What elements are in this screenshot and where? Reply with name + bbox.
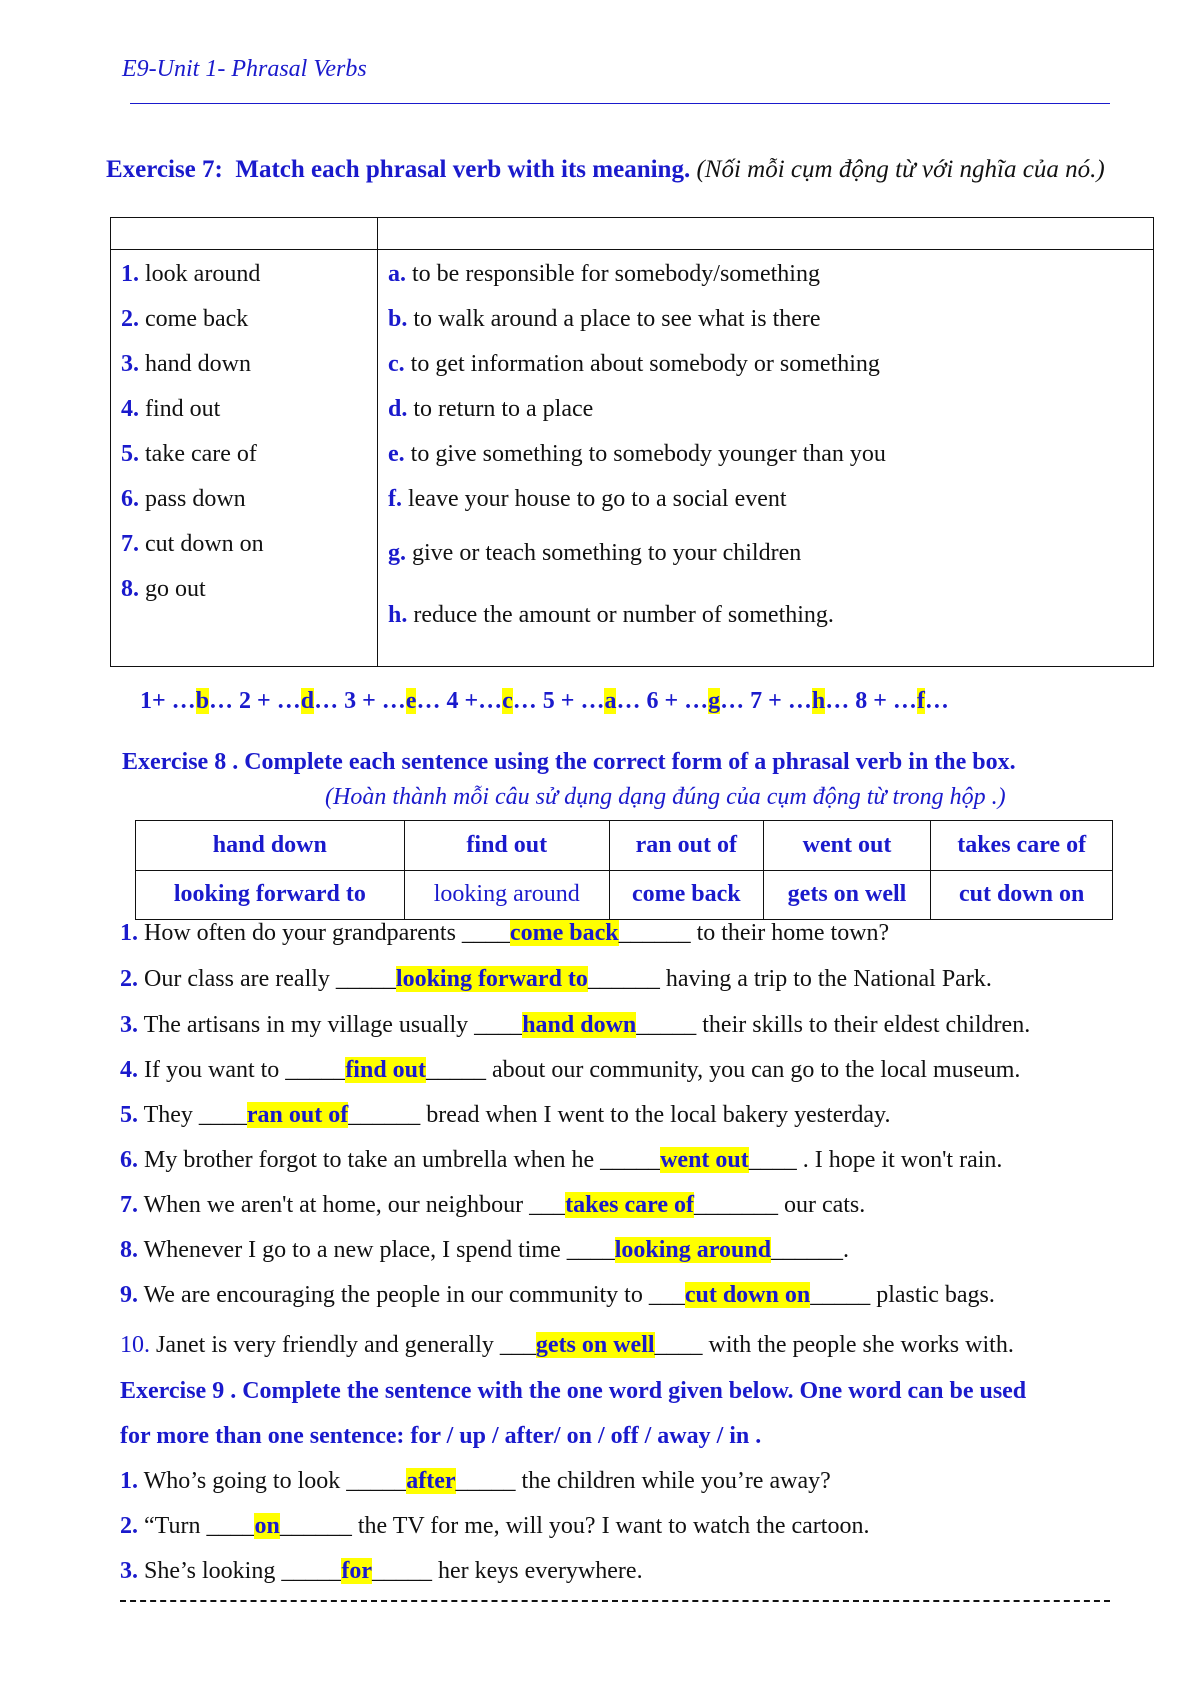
verb-item: 6. pass down — [121, 486, 246, 512]
answer-item: 4 +…c… — [446, 688, 537, 714]
answer-item: 1+ …b… — [140, 688, 234, 714]
word-box-cell: looking forward to — [136, 870, 405, 920]
word-box — [135, 820, 1113, 920]
exercise8-sentence: 5. They ____ran out of______ bread when I went to the local bakery yesterday. — [120, 1102, 891, 1128]
meanings-column — [378, 250, 1154, 667]
matching-table — [110, 217, 1154, 667]
verbs-column — [111, 250, 378, 667]
exercise7-title — [106, 152, 1118, 187]
verb-item: 7. cut down on — [121, 531, 264, 557]
meaning-item: e. to give something to somebody younger than you — [388, 441, 886, 467]
verb-item: 1. look around — [121, 261, 261, 287]
exercise8-sentence: 3. The artisans in my village usually ____hand down_____ their skills to their eldest children. — [120, 1012, 1031, 1038]
exercise8-subtitle: (Hoàn thành mỗi câu sử dụng dạng đúng của cụm động từ trong hộp .) — [325, 784, 1006, 810]
verb-item: 8. go out — [121, 576, 206, 602]
exercise7-instruction: Match each phrasal verb with its meaning. — [235, 156, 691, 183]
answer-item: 5 + …a… — [542, 688, 641, 714]
exercise9-sentence: 1. Who’s going to look _____after_____ the children while you’re away? — [120, 1468, 831, 1494]
verb-item: 5. take care of — [121, 441, 257, 467]
word-box-cell: find out — [404, 821, 609, 871]
answer-item: 8 + …f… — [855, 688, 949, 714]
exercise7-answer-key — [140, 688, 949, 715]
exercise8-sentence: 9. We are encouraging the people in our community to ___cut down on_____ plastic bags. — [120, 1282, 995, 1308]
meaning-item: b. to walk around a place to see what is there — [388, 306, 821, 332]
exercise9-title-line1: Exercise 9 . Complete the sentence with the one word given below. One word can be used — [120, 1378, 1027, 1404]
matching-header-left — [111, 218, 378, 250]
word-box-cell: went out — [763, 821, 931, 871]
answer-item: 3 + …e… — [344, 688, 441, 714]
word-box-cell: ran out of — [609, 821, 763, 871]
meaning-item: g. give or teach something to your children — [388, 540, 802, 566]
exercise7-label: Exercise 7: — [106, 156, 223, 183]
meaning-item: a. to be responsible for somebody/something — [388, 261, 820, 287]
exercise9-sentence: 3. She’s looking _____for_____ her keys everywhere. — [120, 1558, 643, 1584]
word-box-cell: hand down — [136, 821, 405, 871]
exercise8-sentence: 10. Janet is very friendly and generally ___gets on well____ with the people she works with. — [120, 1332, 1014, 1358]
exercise8-sentence: 8. Whenever I go to a new place, I spend time ____looking around______. — [120, 1237, 850, 1263]
exercise8-sentence: 4. If you want to _____find out_____ about our community, you can go to the local museum. — [120, 1057, 1021, 1083]
answer-item: 6 + …g… — [646, 688, 745, 714]
word-box-cell: come back — [609, 870, 763, 920]
word-box-cell: cut down on — [931, 870, 1113, 920]
exercise8-sentence: 2. Our class are really _____looking forward to______ having a trip to the National Park. — [120, 966, 992, 992]
word-box-cell: takes care of — [931, 821, 1113, 871]
meaning-item: h. reduce the amount or number of something. — [388, 602, 834, 628]
verb-item: 2. come back — [121, 306, 249, 332]
document-header-title: E9-Unit 1- Phrasal Verbs — [122, 56, 367, 82]
bottom-dashed-rule — [120, 1600, 1110, 1602]
exercise9-title-line2: for more than one sentence: for / up / after/ on / off / away / in . — [120, 1423, 762, 1449]
exercise8-sentence: 7. When we aren't at home, our neighbour ___takes care of_______ our cats. — [120, 1192, 866, 1218]
meaning-item: f. leave your house to go to a social event — [388, 486, 787, 512]
exercise8-sentence: 6. My brother forgot to take an umbrella when he _____went out____ . I hope it won't rain. — [120, 1147, 1003, 1173]
meaning-item: c. to get information about somebody or something — [388, 351, 880, 377]
exercise8-title: Exercise 8 . Complete each sentence using the correct form of a phrasal verb in the box. — [122, 749, 1016, 775]
verb-item: 3. hand down — [121, 351, 251, 377]
exercise9-sentence: 2. “Turn ____on______ the TV for me, will you? I want to watch the cartoon. — [120, 1513, 870, 1539]
answer-item: 2 + …d… — [239, 688, 339, 714]
exercise8-sentence: 1. How often do your grandparents ____come back______ to their home town? — [120, 920, 890, 946]
header-rule — [130, 103, 1110, 104]
exercise7-translation: (Nối mỗi cụm động từ với nghĩa của nó.) — [696, 156, 1105, 183]
matching-header-right — [378, 218, 1154, 250]
word-box-cell: gets on well — [763, 870, 931, 920]
verb-item: 4. find out — [121, 396, 221, 422]
word-box-cell: looking around — [404, 870, 609, 920]
meaning-item: d. to return to a place — [388, 396, 594, 422]
answer-item: 7 + …h… — [750, 688, 850, 714]
